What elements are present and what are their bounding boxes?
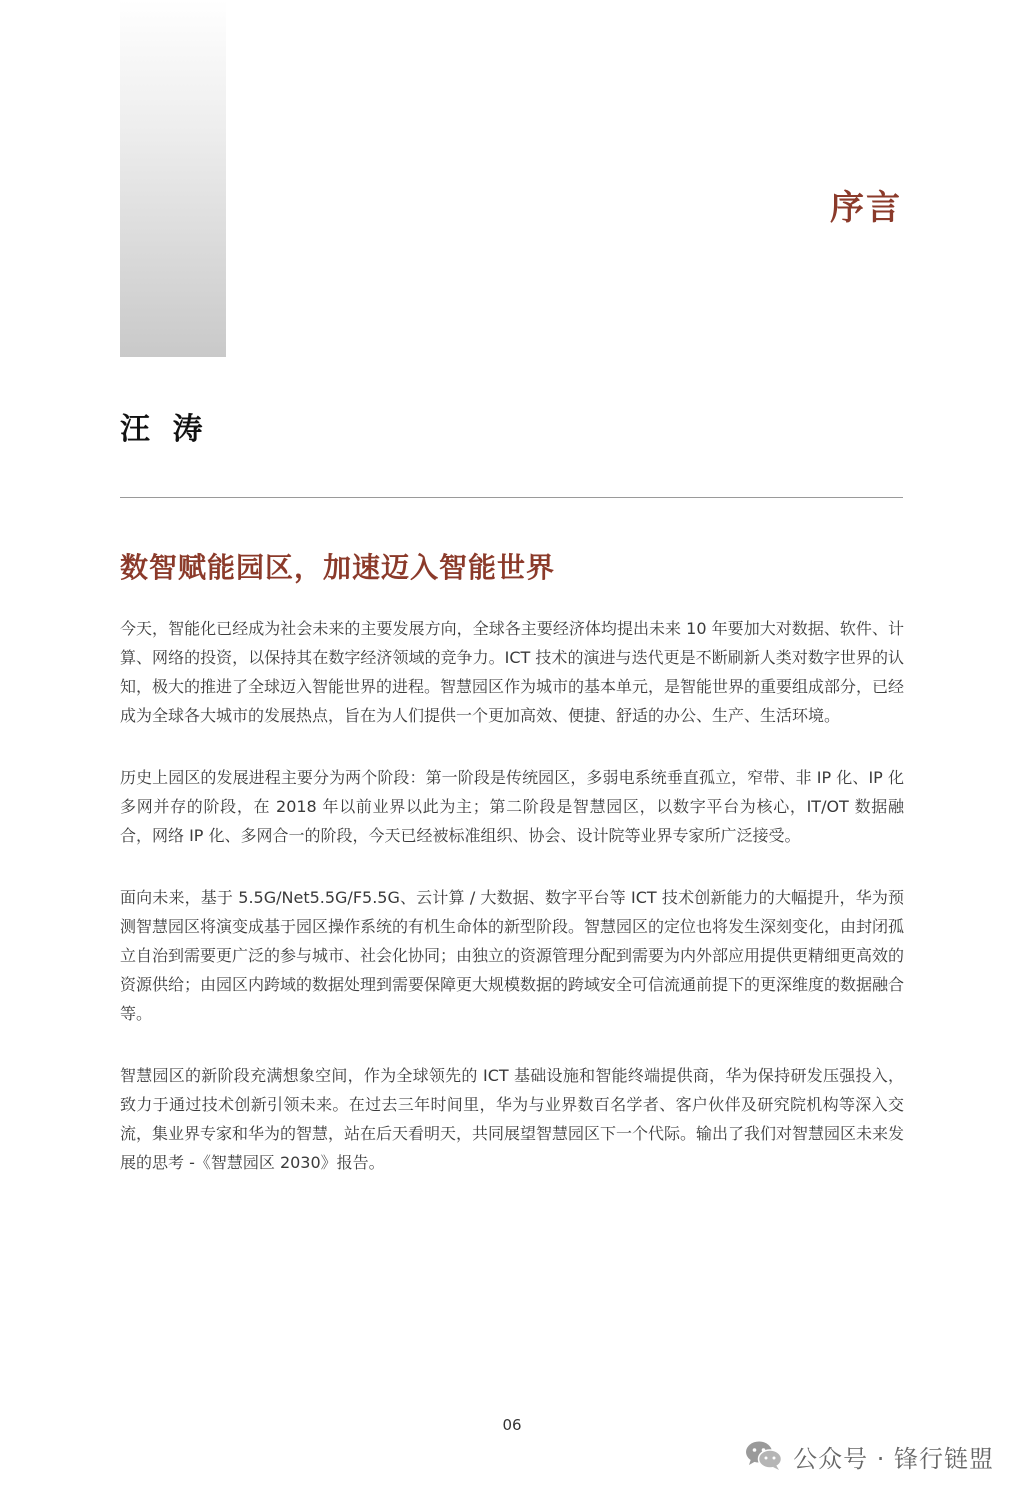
watermark-text: 公众号 · 锋行链盟: [793, 1444, 994, 1473]
decorative-gradient-bar: [120, 0, 226, 357]
page-number: 06: [502, 1416, 522, 1434]
paragraph: 今天，智能化已经成为社会未来的主要发展方向，全球各主要经济体均提出未来 10 年要加大对数据、软件、计算、网络的投资，以保持其在数字经济领域的竞争力。ICT 技术的演进与迭代更是不断刷新人类对数字世界的认知，极大的推进了全球迈入智能世界的进程。智慧园区作为城市的基本单元，是智能世界的重要组成部分，已经成为全球各大城市的发展热点，旨在为人们提供一个更加高效、便捷、舒适的办公、生产、生活环境。: [120, 619, 905, 725]
article-headline: 数智赋能园区，加速迈入智能世界: [120, 551, 556, 584]
watermark: [745, 1436, 994, 1476]
paragraph: 历史上园区的发展进程主要分为两个阶段：第一阶段是传统园区，多弱电系统垂直孤立，窄带、非 IP 化、IP 化多网并存的阶段，在 2018 年以前业界以此为主；第二阶段是智慧园区，以数字平台为核心，IT/OT 数据融合，网络 IP 化、多网合一的阶段，今天已经被标准组织、协会、设计院等业界专家所广泛接受。: [120, 768, 904, 845]
divider: [120, 497, 903, 498]
author-name: 汪 涛: [120, 412, 209, 447]
paragraph: 智慧园区的新阶段充满想象空间，作为全球领先的 ICT 基础设施和智能终端提供商，华为保持研发压强投入，致力于通过技术创新引领未来。在过去三年时间里，华为与业界数百名学者、客户伙伴及研究院机构等深入交流，集业界专家和华为的智慧，站在后天看明天，共同展望智慧园区下一个代际。输出了我们对智慧园区未来发展的思考 -《智慧园区 2030》报告。: [120, 1066, 905, 1172]
wechat-icon: [745, 1440, 783, 1472]
section-title: 序言: [830, 188, 902, 228]
paragraph: 面向未来，基于 5.5G/Net5.5G/F5.5G、云计算 / 大数据、数字平台等 ICT 技术创新能力的大幅提升，华为预测智慧园区将演变成基于园区操作系统的有机生命体的新型阶段。智慧园区的定位也将发生深刻变化，由封闭孤立自治到需要更广泛的参与城市、社会化协同；由独立的资源管理分配到需要为内外部应用提供更精细更高效的资源供给；由园区内跨域的数据处理到需要保障更大规模数据的跨域安全可信流通前提下的更深维度的数据融合等。: [120, 888, 905, 1023]
article-body: [120, 614, 904, 1210]
